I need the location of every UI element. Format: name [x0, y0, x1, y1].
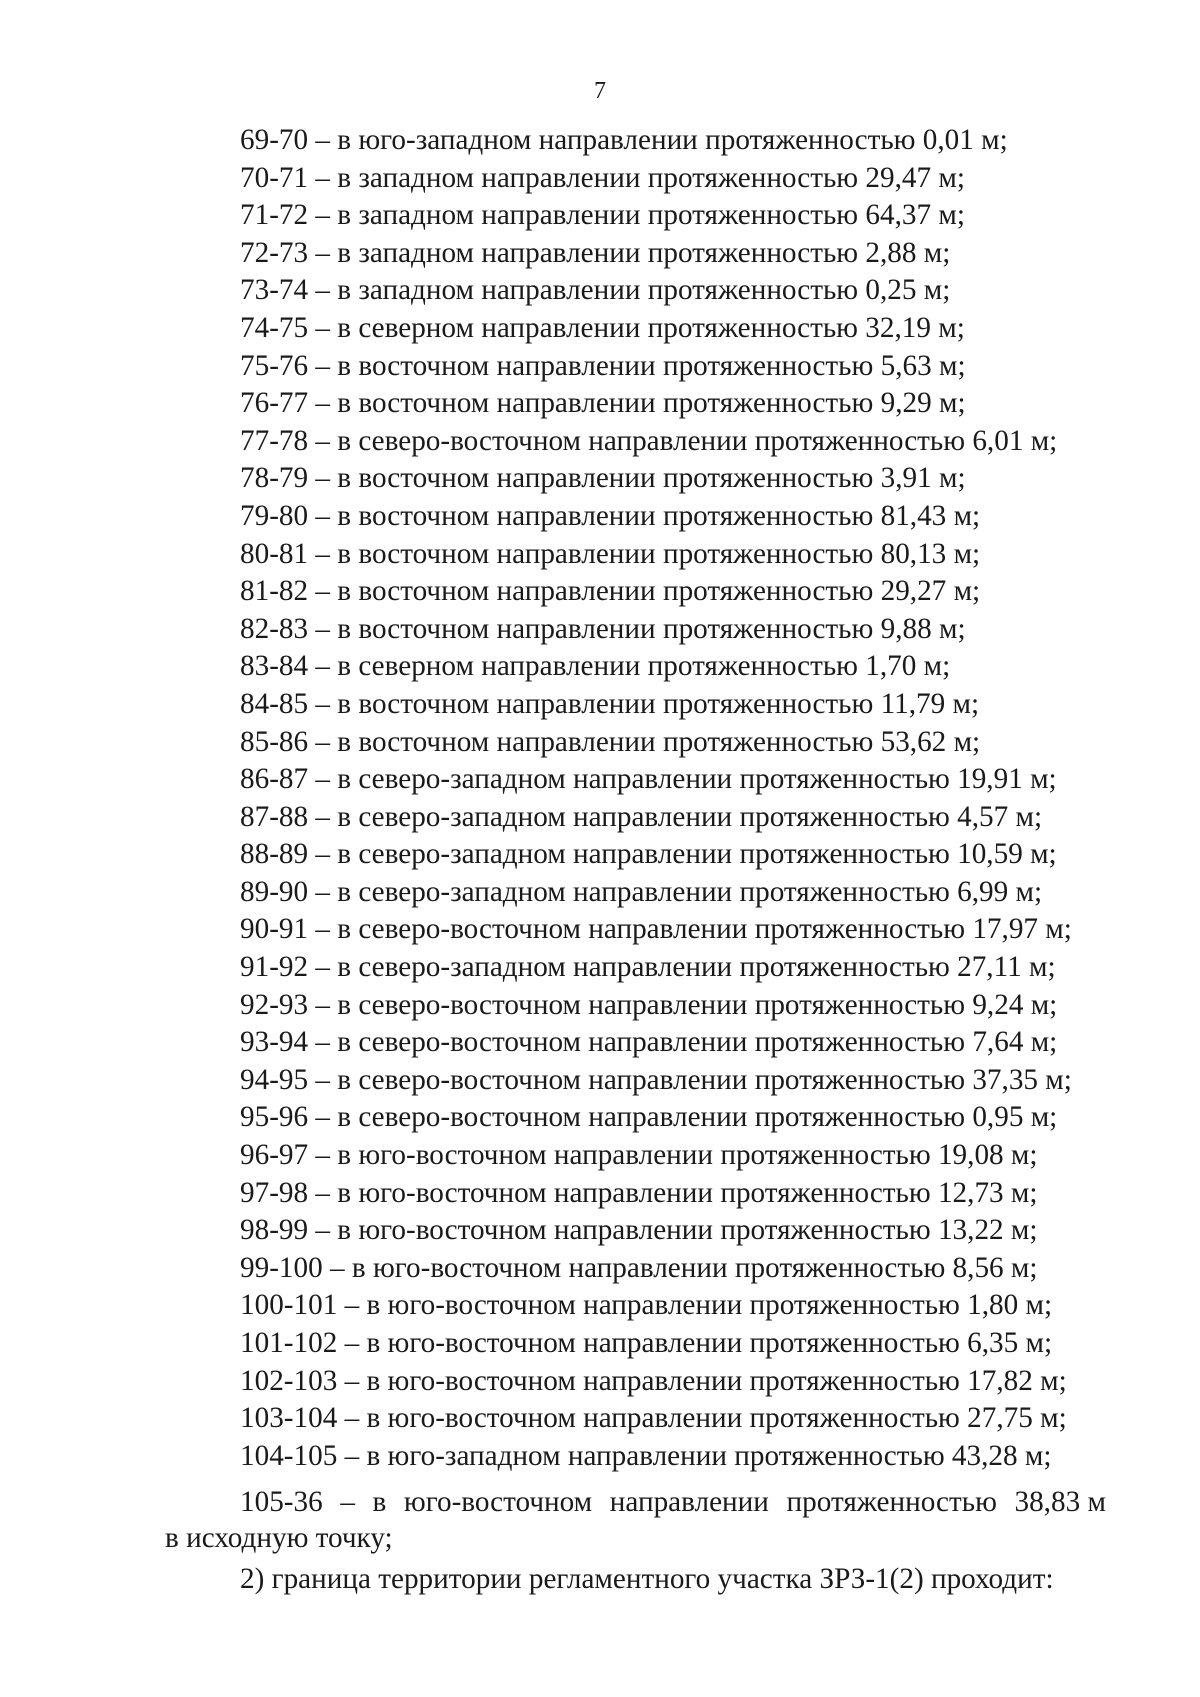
segment-line: 87-88 – в северо-западном направлении протяженностью 4,57 м; — [240, 800, 1043, 833]
last-segment-word: протяженностью — [786, 1486, 997, 1518]
segment-line: 70-71 – в западном направлении протяженностью 29,47 м; — [240, 161, 965, 194]
last-segment-word: юго-восточном — [403, 1486, 593, 1518]
segment-line: 104-105 – в юго-западном направлении протяженностью 43,28 м; — [240, 1439, 1052, 1472]
segment-line: 83-84 – в северном направлении протяженностью 1,70 м; — [240, 650, 951, 683]
segment-line: 103-104 – в юго-восточном направлении протяженностью 27,75 м; — [240, 1402, 1067, 1435]
segment-list — [240, 122, 1100, 1475]
segment-line: 76-77 – в восточном направлении протяженностью 9,29 м; — [240, 387, 966, 420]
last-segment-word: направлении — [609, 1486, 769, 1518]
last-segment-continuation: в исходную точку; — [165, 1522, 393, 1554]
segment-line: 95-96 – в северо-восточном направлении протяженностью 0,95 м; — [240, 1101, 1058, 1134]
last-segment-word: – — [340, 1486, 355, 1518]
segment-line: 98-99 – в юго-восточном направлении протяженностью 13,22 м; — [240, 1214, 1038, 1247]
segment-line: 90-91 – в северо-восточном направлении протяженностью 17,97 м; — [240, 913, 1072, 946]
segment-line: 100-101 – в юго-восточном направлении протяженностью 1,80 м; — [240, 1289, 1053, 1322]
segment-line: 79-80 – в восточном направлении протяженностью 81,43 м; — [240, 499, 981, 532]
segment-line: 69-70 – в юго-западном направлении протяженностью 0,01 м; — [240, 124, 1008, 156]
last-segment-line — [240, 1484, 1106, 1522]
segment-line: 86-87 – в северо-западном направлении протяженностью 19,91 м; — [240, 763, 1057, 796]
last-segment-word: 38,83 м — [1014, 1486, 1106, 1518]
segment-line: 73-74 – в западном направлении протяженностью 0,25 м; — [240, 274, 951, 307]
segment-line: 91-92 – в северо-западном направлении протяженностью 27,11 м; — [240, 951, 1056, 984]
page-number: 7 — [594, 78, 606, 104]
segment-line: 97-98 – в юго-восточном направлении протяженностью 12,73 м; — [240, 1176, 1038, 1209]
segment-line: 89-90 – в северо-западном направлении протяженностью 6,99 м; — [240, 875, 1043, 908]
segment-line: 84-85 – в восточном направлении протяженностью 11,79 м; — [240, 687, 980, 720]
segment-line: 82-83 – в восточном направлении протяженностью 9,88 м; — [240, 612, 966, 645]
segment-line: 81-82 – в восточном направлении протяженностью 29,27 м; — [240, 575, 981, 608]
segment-line: 72-73 – в западном направлении протяженностью 2,88 м; — [240, 236, 951, 269]
segment-line: 71-72 – в западном направлении протяженностью 64,37 м; — [240, 199, 965, 232]
segment-line: 99-100 – в юго-восточном направлении протяженностью 8,56 м; — [240, 1251, 1038, 1284]
segment-line: 88-89 – в северо-западном направлении протяженностью 10,59 м; — [240, 838, 1057, 871]
segment-line: 96-97 – в юго-восточном направлении протяженностью 19,08 м; — [240, 1139, 1038, 1172]
segment-line: 78-79 – в восточном направлении протяженностью 3,91 м; — [240, 462, 966, 495]
segment-line: 74-75 – в северном направлении протяженностью 32,19 м; — [240, 311, 965, 344]
segment-line: 101-102 – в юго-восточном направлении протяженностью 6,35 м; — [240, 1327, 1053, 1359]
next-paragraph: 2) граница территории регламентного участка ЗРЗ-1(2) проходит: — [240, 1563, 1054, 1595]
last-segment-word: 105-36 — [240, 1486, 323, 1518]
segment-line: 77-78 – в северо-восточном направлении протяженностью 6,01 м; — [240, 424, 1058, 457]
last-segment-word: в — [372, 1486, 387, 1518]
segment-line: 85-86 – в восточном направлении протяженностью 53,62 м; — [240, 725, 981, 758]
segment-line: 80-81 – в восточном направлении протяженностью 80,13 м; — [240, 537, 981, 570]
segment-line: 75-76 – в восточном направлении протяженностью 5,63 м; — [240, 349, 966, 382]
segment-line: 92-93 – в северо-восточном направлении протяженностью 9,24 м; — [240, 988, 1058, 1021]
segment-line: 93-94 – в северо-восточном направлении протяженностью 7,64 м; — [240, 1026, 1058, 1059]
segment-line: 102-103 – в юго-восточном направлении протяженностью 17,82 м; — [240, 1364, 1067, 1397]
segment-line: 94-95 – в северо-восточном направлении протяженностью 37,35 м; — [240, 1063, 1072, 1096]
